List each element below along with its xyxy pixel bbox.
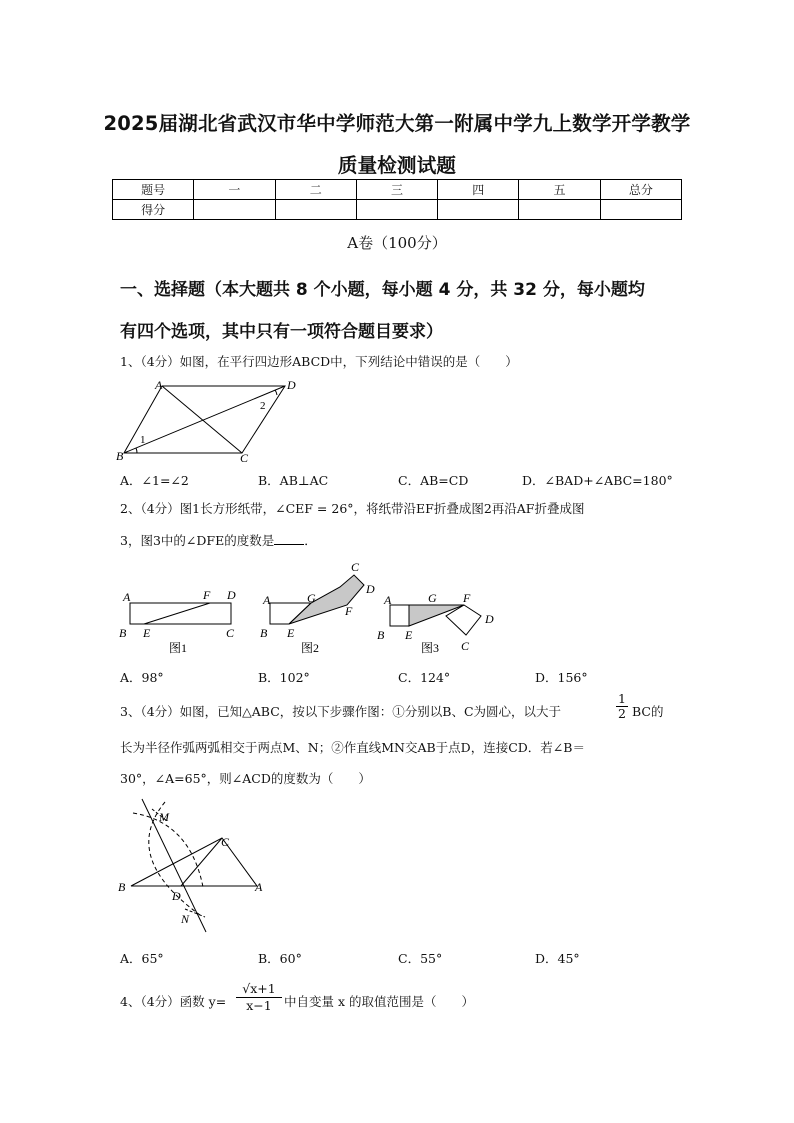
q2-option-c[interactable]: C．124° (398, 670, 451, 685)
label-b: B (116, 449, 124, 462)
question-3-stem-line2: 长为半径作弧两弧相交于两点M、N；②作直线MN交AB于点D，连接CD．若∠B＝ (120, 740, 585, 755)
function-fraction (236, 981, 282, 1014)
label-c: C (221, 835, 230, 849)
q3-option-b[interactable]: B．60° (258, 951, 302, 966)
score-header-cell: 四 (438, 180, 519, 200)
label-d: D (287, 378, 296, 392)
fig1-fold-line (144, 603, 210, 624)
fig3-label-g: G (428, 591, 437, 605)
score-input-cell[interactable] (438, 200, 519, 220)
fig2-strip-left (270, 603, 289, 624)
triangle-abc (131, 838, 257, 886)
function-denominator: x−1 (236, 997, 282, 1014)
question-2-stem-end: ． (304, 533, 317, 548)
label-angle-1: 1 (140, 434, 146, 446)
q1-parallelogram-figure (115, 378, 305, 462)
question-2-stem-line2 (120, 533, 317, 548)
fig3-label-f: F (463, 591, 471, 605)
fig2-label-a: A (263, 593, 271, 607)
question-4-stem-end: 中自变量 x 的取值范围是（ ） (284, 994, 474, 1009)
label-d: D (172, 889, 181, 903)
score-input-cell[interactable] (194, 200, 275, 220)
score-header-cell: 二 (275, 180, 356, 200)
q3-option-a[interactable]: A．65° (120, 951, 164, 966)
fig2-folded-part (289, 575, 364, 624)
label-a: A (255, 880, 263, 894)
q3-option-c[interactable]: C．55° (398, 951, 443, 966)
fig3-label-d: D (485, 612, 494, 626)
score-table-header-row (113, 180, 682, 200)
score-header-cell: 题号 (113, 180, 194, 200)
score-input-cell[interactable] (600, 200, 681, 220)
fig2-label-b: B (260, 626, 268, 640)
question-3-stem-line1-end: BC的 (632, 704, 664, 719)
q2-folding-figures (115, 555, 515, 655)
angle-2-arc (275, 390, 277, 395)
score-input-cell[interactable] (275, 200, 356, 220)
label-c: C (240, 451, 249, 462)
question-3-stem-line3: 30°，∠A=65°，则∠ACD的度数为（ ） (120, 771, 371, 786)
fig2-label-f: F (345, 604, 353, 618)
fig2-label-e: E (287, 626, 295, 640)
fig2-label-d: D (366, 582, 375, 596)
fraction-numerator: 1 (618, 691, 626, 706)
fig1-label-d: D (227, 588, 236, 602)
fig2-label-c: C (351, 560, 360, 574)
question-2-stem-line1: 2、（4分）图1长方形纸带，∠CEF = 26°，将纸带沿EF折叠成图2再沿AF折叠成图 (120, 501, 585, 516)
fig3-caption: 图3 (421, 641, 440, 655)
q3-construction-figure (115, 797, 275, 937)
label-angle-2: 2 (260, 400, 266, 412)
fig3-strip-left (390, 605, 409, 626)
section-heading: A卷（100分） (347, 234, 447, 252)
fig1-label-e: E (143, 626, 151, 640)
q1-option-d[interactable]: D．∠BAD+∠ABC=180° (522, 473, 673, 488)
q2-option-b[interactable]: B．102° (258, 670, 310, 685)
question-4-stem-start: 4、（4分）函数 y= (120, 994, 227, 1009)
fig1-label-a: A (123, 590, 131, 604)
question-3-stem-line1 (120, 705, 561, 719)
fraction-one-half (616, 692, 628, 721)
label-a: A (155, 378, 163, 392)
score-header-cell: 总分 (600, 180, 681, 200)
question-1-stem: 1、（4分）如图，在平行四边形ABCD中，下列结论中错误的是（ ） (120, 354, 518, 369)
fig1-caption: 图1 (169, 641, 188, 655)
fig2-label-g: G (307, 591, 316, 605)
score-table (112, 179, 682, 220)
part1-heading-line2: 有四个选项，其中只有一项符合题目要求） (120, 322, 443, 342)
fig1-label-f: F (203, 588, 211, 602)
diagonal-bd (124, 386, 285, 453)
arc-from-b (133, 813, 203, 887)
fig2-caption: 图2 (301, 641, 320, 655)
fig3-shaded-triangle (409, 605, 464, 626)
answer-blank[interactable] (274, 533, 304, 545)
fig3-label-c: C (461, 639, 470, 653)
fig1-strip (130, 603, 231, 624)
fig1-label-c: C (226, 626, 235, 640)
q1-option-c[interactable]: C．AB=CD (398, 473, 469, 488)
label-n: N (181, 912, 190, 926)
score-header-cell: 三 (356, 180, 437, 200)
fig3-label-e: E (405, 628, 413, 642)
question-2-stem-text: 3，图3中的∠DFE的度数是 (120, 533, 275, 548)
function-numerator: √x+1 (242, 981, 276, 996)
fig1-label-b: B (119, 626, 127, 640)
angle-1-arc (136, 448, 137, 453)
part1-heading-line1: 一、选择题（本大题共 8 个小题，每小题 4 分，共 32 分，每小题均 (120, 280, 645, 300)
fraction-denominator: 2 (616, 706, 628, 721)
q2-option-a[interactable]: A．98° (120, 670, 164, 685)
fig3-label-a: A (384, 593, 392, 607)
q1-option-a[interactable]: A．∠1=∠2 (120, 473, 189, 488)
score-header-cell: 五 (519, 180, 600, 200)
score-table-score-row (113, 200, 682, 220)
q1-option-b[interactable]: B．AB⊥AC (258, 473, 329, 488)
fig3-label-b: B (377, 628, 385, 642)
question-3-stem-text: 3、（4分）如图，已知△ABC，按以下步骤作图：①分别以B、C为圆心，以大于 (120, 704, 562, 719)
label-b: B (118, 880, 126, 894)
document-title-line2: 质量检测试题 (337, 154, 457, 177)
document-title-line1: 2025届湖北省武汉市华中学师范大第一附属中学九上数学开学教学 (103, 112, 691, 135)
score-header-cell: 一 (194, 180, 275, 200)
score-input-cell[interactable] (519, 200, 600, 220)
label-m: M (159, 810, 169, 824)
score-input-cell[interactable] (356, 200, 437, 220)
q3-option-d[interactable]: D．45° (535, 951, 580, 966)
q2-option-d[interactable]: D．156° (535, 670, 588, 685)
diagonal-ac (162, 386, 242, 453)
score-row-label: 得分 (113, 200, 194, 220)
